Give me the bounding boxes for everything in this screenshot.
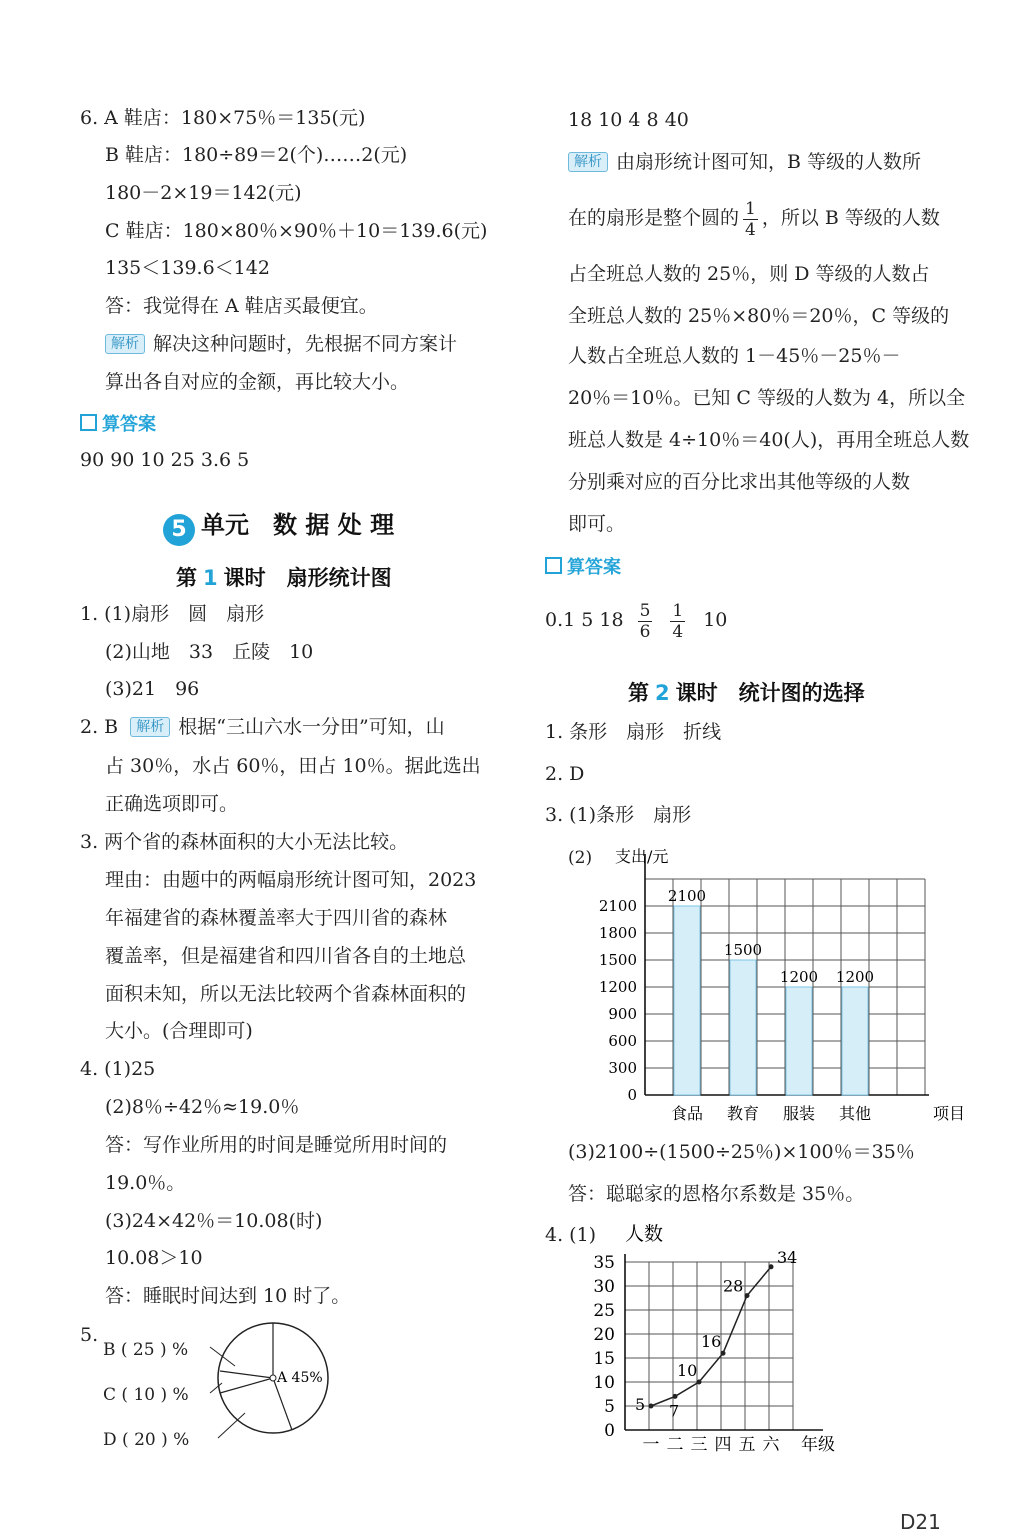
r3-line-1: 3. (1)条形 扇形 (545, 804, 692, 826)
data-point (697, 1380, 702, 1385)
r1-line: 1. 条形 扇形 折线 (545, 721, 722, 743)
pie-leader-b (210, 1347, 235, 1366)
x-tick-label: 教育 (726, 1104, 760, 1123)
x-tick-label: 服装 (782, 1104, 816, 1123)
q2-line-1: 2. B 解析 根据“三山六水一分田”可知，山 (80, 716, 445, 738)
bar (730, 960, 756, 1095)
explanation-line-8: 分别乘对应的百分比求出其他等级的人数 (568, 471, 911, 493)
data-label: 5 (635, 1395, 646, 1414)
pie-chart (200, 1318, 340, 1458)
x-tick-label: 五 (738, 1435, 756, 1455)
q1-line-2: (2)山地 33 丘陵 10 (105, 641, 314, 663)
q6-explanation-1 (105, 332, 457, 356)
explanation-line-9: 即可。 (568, 513, 626, 535)
bar (842, 987, 868, 1095)
bar (786, 987, 812, 1095)
data-point (721, 1351, 726, 1356)
calc-answer-heading: 算答案 (80, 410, 156, 436)
y-tick-label: 10 (593, 1373, 615, 1393)
q4-line-7: 答：睡眠时间达到 10 时了。 (105, 1285, 351, 1307)
q6-line-2: B 鞋店：180÷89＝2(个)……2(元) (105, 144, 408, 166)
bar-value-label: 1200 (835, 968, 875, 986)
unit-title: 5 单元 数 据 处 理 (163, 505, 394, 546)
q4-line-4: 19.0％。 (105, 1172, 186, 1194)
bar (674, 906, 700, 1095)
fraction-one-quarter: $\frac{1}{4}$ (745, 198, 756, 240)
q5-label-d: D ( 20 ) % (103, 1430, 190, 1450)
q3-line-4: 覆盖率，但是福建省和四川省各自的土地总 (105, 945, 467, 967)
q6-line-4: C 鞋店：180×80％×90％＋10＝139.6(元) (105, 220, 488, 242)
x-tick-label: 一 (642, 1435, 660, 1455)
pie-radius-1 (220, 1371, 273, 1378)
y-tick-label: 1200 (598, 978, 637, 996)
bar-chart (590, 842, 966, 1127)
q2-line-3: 正确选项即可。 (105, 793, 239, 815)
q3-line-6: 大小。(合理即可) (105, 1020, 253, 1042)
checkbox-icon (545, 557, 562, 574)
q5-number: 5. (80, 1324, 99, 1346)
explanation-line-2: 在的扇形是整个圆的 $\frac{1}{4}$ ，所以 B 等级的人数 (568, 198, 940, 240)
y-tick-label: 0 (627, 1086, 637, 1104)
x-tick-label: 三 (690, 1435, 708, 1455)
analysis-tag: 解析 (105, 334, 145, 354)
bar-value-label: 1500 (723, 941, 763, 959)
r2-line: 2. D (545, 763, 585, 785)
x-tick-label: 六 (762, 1435, 780, 1455)
y-tick-label: 25 (593, 1301, 615, 1321)
q4-line-5: (3)24×42％＝10.08(时) (105, 1210, 323, 1232)
q4-line-1: 4. (1)25 (80, 1058, 156, 1080)
explanation-line-4: 全班总人数的 25％×80％＝20％，C 等级的 (568, 305, 950, 327)
q6-explanation-2: 算出各自对应的金额，再比较大小。 (105, 371, 410, 393)
top-values: 18 10 4 8 40 (568, 109, 689, 131)
y-tick-label: 35 (593, 1253, 615, 1273)
unit-number-badge: 5 (163, 514, 195, 546)
data-label: 7 (669, 1401, 680, 1421)
q6-line-1: 6. A 鞋店：180×75％＝135(元) (80, 107, 366, 129)
q3-line-1: 3. 两个省的森林面积的大小无法比较。 (80, 831, 409, 853)
x-axis-label: 年级 (801, 1435, 835, 1455)
y-tick-label: 2100 (598, 897, 637, 915)
explanation-line-7: 班总人数是 4÷10％＝40(人)，再用全班总人数 (568, 429, 970, 451)
y-tick-label: 600 (608, 1032, 637, 1050)
explanation-line-6: 20％＝10％。已知 C 等级的人数为 4，所以全 (568, 387, 966, 409)
y-tick-label: 30 (593, 1277, 615, 1297)
analysis-tag: 解析 (130, 717, 170, 737)
page-number: D21 (900, 1510, 941, 1534)
q4-line-6: 10.08＞10 (105, 1247, 203, 1269)
fraction-one-quarter-2: $\frac{1}{4}$ (672, 600, 684, 642)
x-tick-label: 食品 (670, 1104, 704, 1123)
y-tick-label: 900 (608, 1005, 637, 1023)
pie-center-dot (270, 1375, 276, 1381)
q2-line-2: 占 30％，水占 60％，田占 10％。据此选出 (105, 755, 481, 777)
q5-label-b: B ( 25 ) % (103, 1340, 189, 1360)
y-tick-label: 5 (604, 1397, 615, 1417)
checkbox-icon (80, 414, 97, 431)
q3-line-3: 年福建省的森林覆盖率大于四川省的森林 (105, 907, 448, 929)
data-label: 28 (723, 1276, 744, 1296)
y-tick-label: 0 (604, 1421, 615, 1441)
pie-radius-2 (220, 1378, 273, 1393)
r3-line-3: (3)2100÷(1500÷25％)×100％＝35％ (568, 1141, 915, 1163)
y-tick-label: 1800 (598, 924, 637, 942)
y-tick-label: 20 (593, 1325, 615, 1345)
data-label: 10 (677, 1361, 698, 1380)
q6-explanation-text: 解决这种问题时，先根据不同方案计 (153, 333, 458, 355)
y-axis-label: 人数 (625, 1223, 664, 1245)
q6-line-5: 135＜139.6＜142 (105, 257, 270, 279)
data-point (649, 1404, 654, 1409)
explanation-line-3: 占全班总人数的 25％，则 D 等级的人数占 (568, 263, 930, 285)
y-tick-label: 15 (593, 1349, 615, 1369)
q6-line-6: 答：我觉得在 A 鞋店买最便宜。 (105, 295, 378, 317)
r3-line-4: 答：聪聪家的恩格尔系数是 35％。 (568, 1183, 865, 1205)
y-tick-label: 1500 (598, 951, 637, 969)
pie-leader-d (218, 1413, 245, 1438)
q4-line-3: 答：写作业所用的时间是睡觉所用时间的 (105, 1134, 448, 1156)
q1-line-3: (3)21 96 (105, 678, 200, 700)
lesson-1-title: 第 1 课时 扇形统计图 (176, 566, 392, 590)
bar-value-label: 2100 (667, 887, 707, 905)
calc-answer-heading-right: 算答案 (545, 553, 621, 579)
fraction-five-sixths: $\frac{5}{6}$ (639, 600, 651, 642)
data-point (673, 1394, 678, 1399)
calc-answer-values-right: 0.1 5 18 $\frac{5}{6}$ $\frac{1}{4}$ 10 (545, 600, 728, 642)
q3-line-2: 理由：由题中的两幅扇形统计图可知，2023 (105, 869, 477, 891)
data-point (769, 1264, 774, 1269)
data-point (745, 1293, 750, 1298)
bar-value-label: 1200 (779, 968, 819, 986)
analysis-tag: 解析 (568, 152, 608, 172)
q4-line-2: (2)8％÷42％≈19.0％ (105, 1096, 300, 1118)
data-label: 16 (701, 1332, 722, 1352)
lesson-2-title: 第 2 课时 统计图的选择 (628, 681, 865, 705)
x-axis-label: 项目 (933, 1104, 966, 1123)
y-tick-label: 300 (608, 1059, 637, 1077)
explanation-line-5: 人数占全班总人数的 1－45％－25％－ (568, 345, 901, 367)
calc-answer-values: 90 90 10 25 3.6 5 (80, 449, 250, 471)
q6-line-3: 180－2×19＝142(元) (105, 182, 302, 204)
x-tick-label: 二 (666, 1435, 684, 1455)
data-label: 34 (777, 1247, 798, 1267)
q5-label-c: C ( 10 ) % (103, 1385, 189, 1405)
r3-line-2: (2) (568, 848, 593, 868)
explanation-line-1: 解析 由扇形统计图可知，B 等级的人数所 (568, 150, 921, 174)
y-axis-label: 支出/元 (615, 847, 669, 866)
q3-line-5: 面积未知，所以无法比较两个省森林面积的 (105, 983, 467, 1005)
x-tick-label: 四 (714, 1435, 732, 1455)
q1-line-1: 1. (1)扇形 圆 扇形 (80, 603, 265, 625)
line-chart (588, 1218, 838, 1458)
pie-label-a: A 45% (277, 1370, 323, 1386)
x-tick-label: 其他 (838, 1104, 872, 1123)
r4-line: 4. (1) (545, 1224, 597, 1246)
